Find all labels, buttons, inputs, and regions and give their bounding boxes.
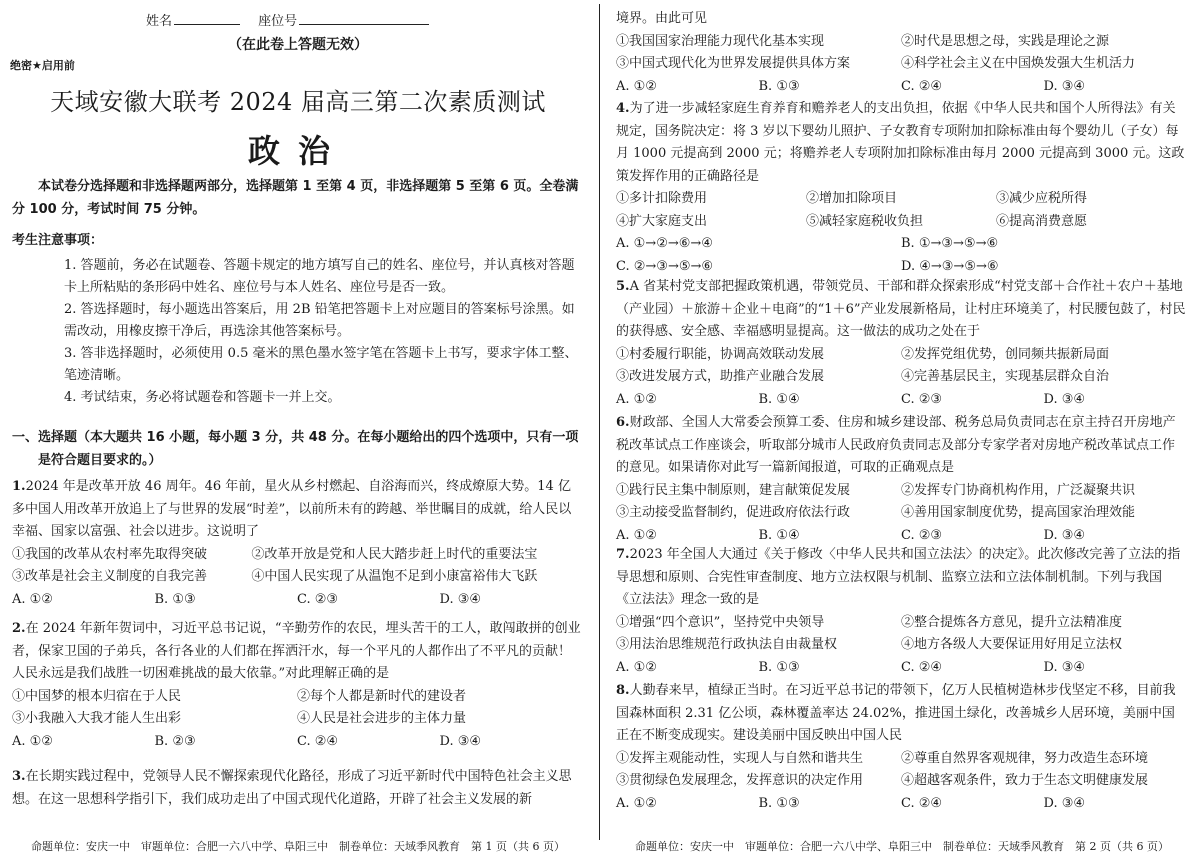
statement: ②整合提炼各方意见，提升立法精准度 [901, 614, 1123, 630]
choice-c[interactable]: C. ②③ [901, 527, 943, 543]
statement: ③贯彻绿色发展理念，发挥意识的决定作用 [616, 773, 864, 788]
question-2 [12, 618, 582, 753]
page-divider [599, 4, 600, 840]
question-8 [616, 680, 1186, 815]
notes-list [38, 255, 582, 409]
statement: ①践行民主集中制原则，建言献策促发展 [616, 482, 851, 498]
statement: ③改进发展方式，助推产业融合发展 [616, 369, 825, 384]
question-stem: 为了进一步减轻家庭生育养育和赡养老人的支出负担，依据《中华人民共和国个人所得法》有关规定，国务院决定：将 3 岁以下婴幼儿照护、子女教育专项附加扣除标准由每个婴幼儿（子女）每月 1000 元提高到 2000 元；将赡养老人专项附加扣除标准由每月 2000 元提高到 3000 元。这政策发挥作用的正确路径是 [616, 101, 1185, 184]
note-item: 1. 答题前，务必在试题卷、答题卡规定的地方填写自己的姓名、座位号，并认真核对答题卡上所粘贴的条形码中姓名、座位号与本人姓名、座位号是否一致。 [64, 258, 575, 295]
exam-title: 天域安徽大联考 2024 届高三第二次素质测试 [50, 88, 546, 116]
answer-invalid-notice: （在此卷上答题无效） [228, 37, 368, 53]
statement: ①我国的改革从农村率先取得突破 [12, 546, 208, 562]
choice-c[interactable]: C. ②④ [297, 733, 339, 749]
statement: ④扩大家庭支出 [616, 213, 708, 229]
note-item: 4. 考试结束，务必将试题卷和答题卡一并上交。 [64, 390, 341, 405]
statement: ④人民是社会进步的主体力量 [297, 711, 467, 726]
choice-a[interactable]: A. ①② [616, 78, 657, 94]
choice-a[interactable]: A. ①→②→⑥→④ [616, 236, 713, 251]
note-item: 3. 答非选择题时，必须使用 0.5 毫米的黑色墨水签字笔在答题卡上书写，要求字体工整、笔迹清晰。 [64, 346, 578, 383]
exam-page-2 [604, 0, 1200, 862]
choice-list [616, 657, 1186, 680]
choice-a[interactable]: A. ①② [616, 795, 657, 811]
choice-b[interactable]: B. ①③ [758, 78, 800, 94]
choice-b[interactable]: B. ①③ [154, 591, 196, 607]
choice-list [12, 589, 582, 612]
statement: ③减少应税所得 [995, 191, 1087, 206]
choice-b[interactable]: B. ①④ [758, 391, 800, 407]
statement: ①中国梦的根本归宿在于人民 [12, 688, 182, 704]
statement-list [616, 748, 1186, 793]
choice-list [616, 76, 1186, 99]
question-1 [12, 476, 582, 611]
question-6 [616, 412, 1186, 547]
subject-title: 政治 [247, 132, 348, 170]
statement-list [616, 612, 1186, 657]
statement: ③用法治思维规范行政执法自由裁量权 [616, 637, 838, 652]
choice-c[interactable]: C. ②④ [901, 795, 943, 811]
question-stem: 人勤春来早，植绿正当时。在习近平总书记的带领下，亿万人民植树造林步伐坚定不移，目前我国森林面积 2.31 亿公顷，森林覆盖率达 24.02%，推进国土绿化，改善城乡人居环境，美丽中国正在不断变成现实。建设美丽中国反映出中国人民 [616, 683, 1176, 743]
choice-b[interactable]: B. ①③ [758, 659, 800, 675]
question-3 [12, 766, 582, 811]
statement: ④善用国家制度优势，提高国家治理效能 [901, 505, 1136, 520]
statement: ②尊重自然界客观规律，努力改造生态环境 [901, 750, 1149, 766]
name-label: 姓名 [146, 14, 173, 29]
choice-d[interactable]: D. ③④ [1043, 78, 1086, 94]
statement-list [12, 544, 582, 589]
question-stem: A 省某村党支部把握政策机遇，带领党员、干部和群众探索形成“村党支部＋合作社＋农户＋基地（产业园）＋旅游＋企业＋电商”的“1＋6”产业发展新格局，让村庄环境美了，村民腰包鼓了，村民的获得感、安全感、幸福感明显提高。这一做法的成功之处在于 [616, 279, 1186, 339]
statement: ④科学社会主义在中国焕发强大生机活力 [901, 56, 1136, 71]
question-stem: 财政部、全国人大常委会预算工委、住房和城乡建设部、税务总局负责同志在京主持召开房地产税改革试点工作座谈会，听取部分城市人民政府负责同志及部分专家学者对房地产税改革试点工作的意见。如果请你对此写一篇新闻报道，可取的正确观点是 [616, 415, 1176, 475]
choice-a[interactable]: A. ①② [616, 659, 657, 675]
choice-c[interactable]: C. ②③ [901, 391, 943, 407]
question-number: 6. [616, 415, 630, 430]
choice-list [616, 233, 1186, 278]
statement: ④完善基层民主，实现基层群众自治 [901, 369, 1110, 384]
statement: ①村委履行职能，协调高效联动发展 [616, 346, 825, 362]
seat-field-line [299, 12, 429, 25]
choice-b[interactable]: B. ②③ [154, 733, 196, 749]
question-4 [616, 98, 1186, 278]
choice-c[interactable]: C. ②→③→⑤→⑥ [616, 258, 714, 274]
choice-a[interactable]: A. ①② [12, 733, 53, 749]
statement: ④中国人民实现了从温饱不足到小康富裕伟大飞跃 [251, 569, 538, 584]
question-stem: 在长期实践过程中，党领导人民不懈探索现代化路径，形成了习近平新时代中国特色社会主义思想。在这一思想科学指引下，我们成功走出了中国式现代化道路，开辟了社会主义发展的新 [12, 769, 572, 807]
choice-c[interactable]: C. ②④ [901, 659, 943, 675]
statement-list [616, 344, 1186, 389]
choice-b[interactable]: B. ①→③→⑤→⑥ [901, 236, 999, 251]
statement: ①增强“四个意识”，坚持党中央领导 [616, 614, 825, 630]
candidate-info-line [146, 10, 429, 29]
choice-c[interactable]: C. ②③ [297, 591, 339, 607]
question-number: 4. [616, 101, 630, 116]
statement-list [616, 188, 1186, 233]
statement: ③主动接受监督制约，促进政府依法行政 [616, 505, 851, 520]
statement: ⑥提高消费意愿 [995, 213, 1087, 229]
statement: ①我国国家治理能力现代化基本实现 [616, 33, 825, 49]
page-footer: 命题单位：安庆一中 审题单位：合肥一六八中学、阜阳三中 制卷单位：天域季风教育 第 2 页（共 6 页） [635, 840, 1169, 853]
confidential-label: 绝密★启用前 [10, 59, 75, 72]
choice-a[interactable]: A. ①② [12, 591, 53, 607]
statement-list [12, 686, 582, 731]
choice-b[interactable]: B. ①③ [758, 795, 800, 811]
statement: ③改革是社会主义制度的自我完善 [12, 569, 208, 584]
choice-a[interactable]: A. ①② [616, 391, 657, 407]
choice-b[interactable]: B. ①④ [758, 527, 800, 543]
statement-list [616, 31, 1186, 76]
statement: ②改革开放是党和人民大踏步赶上时代的重要法宝 [251, 546, 538, 562]
question-number: 1. [12, 479, 26, 494]
statement: ⑤减轻家庭税收负担 [805, 213, 923, 229]
statement: ②每个人都是新时代的建设者 [297, 688, 467, 704]
choice-c[interactable]: C. ②④ [901, 78, 943, 94]
question-number: 5. [616, 279, 630, 294]
question-3-continued [616, 8, 1186, 98]
choice-d[interactable]: D. ③④ [1043, 527, 1086, 543]
choice-a[interactable]: A. ①② [616, 527, 657, 543]
choice-list [616, 793, 1186, 816]
question-7 [616, 544, 1186, 679]
question-5 [616, 276, 1186, 411]
statement: ③中国式现代化为世界发展提供具体方案 [616, 56, 851, 71]
choice-d[interactable]: D. ③④ [1043, 659, 1086, 675]
statement: ③小我融入大我才能人生出彩 [12, 711, 182, 726]
question-number: 7. [616, 547, 630, 562]
choice-d[interactable]: D. ③④ [1043, 391, 1086, 407]
exam-intro: 本试卷分选择题和非选择题两部分，选择题第 1 至第 4 页，非选择题第 5 至第 6 页。全卷满分 100 分，考试时间 75 分钟。 [12, 179, 579, 217]
question-stem: 境界。由此可见 [616, 11, 708, 26]
question-stem: 2024 年是改革开放 46 周年。46 年前，星火从乡村燃起、自浴海而兴，终成燎原大势。14 亿多中国人用改革开放追上了与世界的发展“时差”，以前所未有的跨越、举世瞩目的成就，给人民以幸福、国家以富强、社会以进步。这说明了 [12, 479, 572, 539]
page-footer: 命题单位：安庆一中 审题单位：合肥一六八中学、阜阳三中 制卷单位：天域季风教育 第 1 页（共 6 页） [31, 840, 565, 853]
question-number: 8. [616, 683, 630, 698]
question-stem: 2023 年全国人大通过《关于修改〈中华人民共和国立法法〉的决定》。此次修改完善了立法的指导思想和原则、合宪性审查制度、地方立法权限与机制、监察立法和立法体制机制。下列与我国《立法法》理念一致的是 [616, 547, 1181, 607]
choice-list [12, 731, 582, 754]
note-item: 2. 答选择题时，每小题选出答案后，用 2B 铅笔把答题卡上对应题目的答案标号涂黑。如需改动，用橡皮擦干净后，再选涂其他答案标号。 [64, 302, 575, 339]
notes-title: 考生注意事项： [12, 233, 104, 248]
question-number: 2. [12, 621, 26, 636]
seat-label: 座位号 [258, 14, 298, 29]
statement: ②时代是思想之母，实践是理论之源 [901, 33, 1110, 49]
name-field-line [174, 12, 240, 25]
choice-d[interactable]: D. ③④ [439, 733, 482, 749]
choice-list [616, 389, 1186, 412]
statement: ②发挥党组优势，创同频共振新局面 [901, 346, 1110, 362]
question-stem: 在 2024 年新年贺词中，习近平总书记说，“辛勤劳作的农民，埋头苦干的工人，敢闯敢拼的创业者，保家卫国的子弟兵，各行各业的人们都在挥洒汗水，每一个平凡的人都作出了不平凡的贡献！人民永远是我们战胜一切困难挑战的最大依靠。”对此理解正确的是 [12, 621, 581, 681]
question-number: 3. [12, 769, 26, 784]
statement: ①多计扣除费用 [616, 191, 708, 206]
statement: ②发挥专门协商机构作用，广泛凝聚共识 [901, 482, 1136, 498]
choice-d[interactable]: D. ③④ [439, 591, 482, 607]
choice-d[interactable]: D. ③④ [1043, 795, 1086, 811]
section-heading: 一、选择题（本大题共 16 小题，每小题 3 分，共 48 分。在每小题给出的四个选项中，只有一项是符合题目要求的。） [12, 430, 579, 468]
statement: ④地方各级人大要保证用好用足立法权 [901, 637, 1123, 652]
choice-d[interactable]: D. ④→③→⑤→⑥ [901, 258, 999, 274]
statement: ①发挥主观能动性，实现人与自然和谐共生 [616, 750, 864, 766]
statement: ②增加扣除项目 [805, 191, 897, 206]
statement-list [616, 480, 1186, 525]
statement: ④超越客观条件，致力于生态文明健康发展 [901, 773, 1149, 788]
exam-page-1 [0, 0, 596, 862]
